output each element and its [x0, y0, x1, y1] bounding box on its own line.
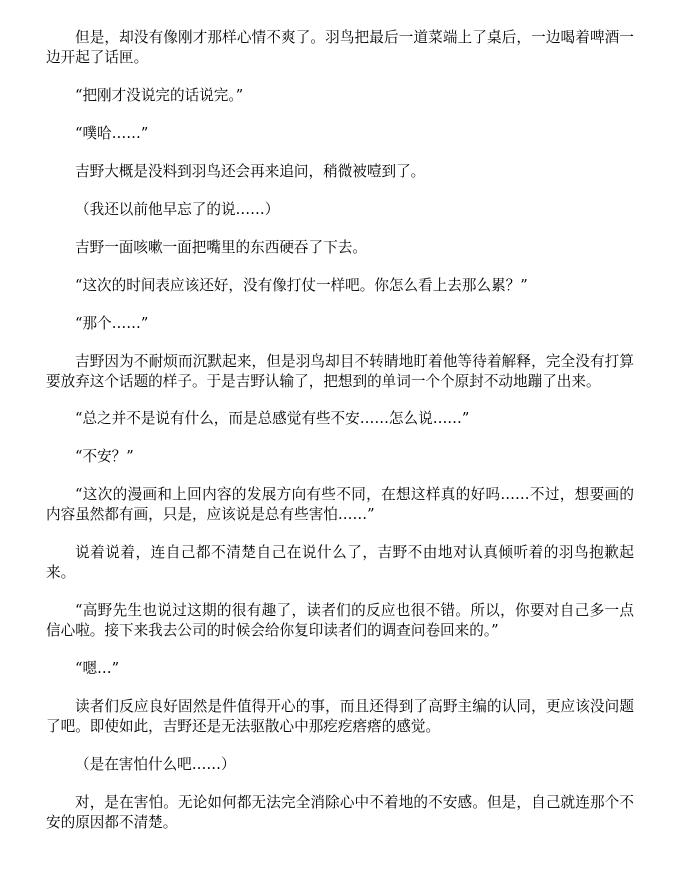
paragraph: 吉野大概是没料到羽鸟还会再来追问，稍微被噎到了。 — [75, 163, 426, 180]
paragraph: “把刚才没说完的话说完。” — [75, 87, 244, 104]
paragraph: 说着说着，连自己都不清楚自己在说什么了，吉野不由地对认真倾听着的羽鸟抱歉起来。 — [46, 544, 634, 581]
paragraph: “高野先生也说过这期的很有趣了，读者们的反应也很不错。所以，你要对自己多一点信心啦。接下来我去公司的时候会给你复印读者们的调查问卷回来的。” — [46, 602, 634, 639]
paragraph: 但是，却没有像刚才那样心情不爽了。羽鸟把最后一道菜端上了桌后，一边喝着啤酒一边开起了话匣。 — [46, 29, 634, 66]
paragraph: 吉野因为不耐烦而沉默起来，但是羽鸟却目不转睛地盯着他等待着解释，完全没有打算要放弃这个话题的样子。于是吉野认输了，把想到的单词一个个原封不动地蹦了出来。 — [46, 353, 634, 390]
paragraph: “不安？” — [75, 448, 134, 465]
paragraph: “这次的漫画和上回内容的发展方向有些不同，在想这样真的好吗……不过，想要画的内容虽然都有画，只是，应该说是总有些害怕……” — [46, 486, 634, 523]
paragraph: 对，是在害怕。无论如何都无法完全消除心中不着地的不安感。但是，自己就连那个不安的原因都不清楚。 — [46, 794, 634, 831]
paragraph: “噗哈……” — [75, 125, 149, 142]
paragraph: 吉野一面咳嗽一面把嘴里的东西硬吞了下去。 — [75, 239, 367, 256]
paragraph: （我还以前他早忘了的说……） — [75, 201, 280, 218]
paragraph: “嗯…” — [75, 660, 120, 677]
paragraph: “这次的时间表应该还好，没有像打仗一样吧。你怎么看上去那么累？” — [75, 277, 528, 294]
paragraph: “总之并不是说有什么，而是总感觉有些不安……怎么说……” — [75, 410, 470, 427]
paragraph: 读者们反应良好固然是件值得开心的事，而且还得到了高野主编的认同，更应该没问题了吧。即使如此，吉野还是无法驱散心中那疙疙瘩瘩的感觉。 — [46, 698, 634, 735]
paragraph: （是在害怕什么吧……） — [75, 756, 236, 773]
document-page — [46, 28, 634, 851]
paragraph: “那个……” — [75, 315, 149, 332]
